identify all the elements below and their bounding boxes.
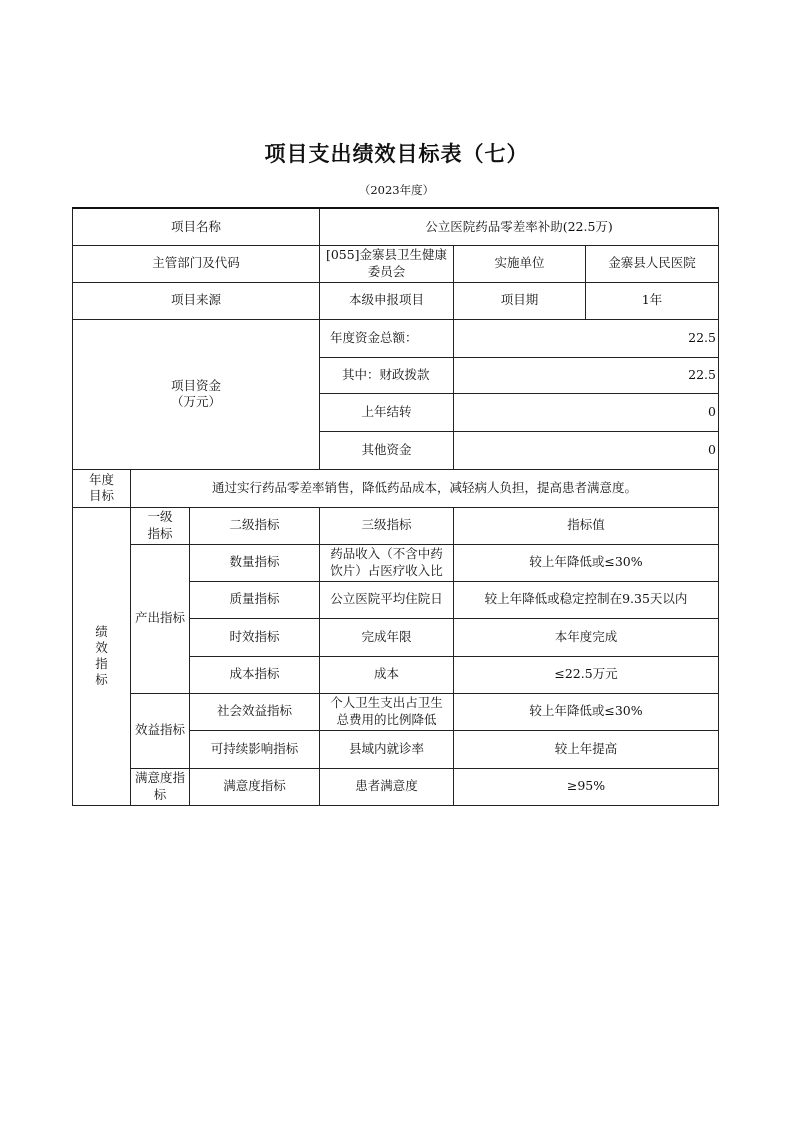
header-level1 <box>131 507 190 544</box>
output-quantity-level3-line2: 饮片）占医疗收入比 <box>330 562 443 578</box>
implementer-label: 实施单位 <box>454 245 586 282</box>
implementer-value: 金寨县人民医院 <box>586 245 719 282</box>
annual-goal-text: 通过实行药品零差率销售，降低药品成本，减轻病人负担，提高患者满意度。 <box>131 469 719 507</box>
row-project-name <box>73 208 719 245</box>
performance-label-char: 指 <box>95 656 108 671</box>
satisfaction-label <box>131 768 190 805</box>
header-level1-line1: 一级 <box>147 509 173 525</box>
output-quality-value: 较上年降低或稳定控制在9.35天以内 <box>454 581 719 618</box>
performance-label-char: 绩 <box>95 623 108 639</box>
satisfaction-label-line1: 满意度指 <box>135 770 186 786</box>
performance-label <box>73 507 131 805</box>
annual-goal-label-line2: 目标 <box>88 488 114 503</box>
performance-target-table <box>72 207 719 806</box>
page-title: 项目支出绩效目标表（七） <box>264 141 529 166</box>
row-benefit-social <box>73 693 719 730</box>
period-label: 项目期 <box>454 282 586 319</box>
satisfaction-level3: 患者满意度 <box>320 768 454 805</box>
annual-goal-label <box>73 469 131 507</box>
source-label: 项目来源 <box>73 282 320 319</box>
benefit-sustainable-level3: 县域内就诊率 <box>320 730 454 768</box>
department-label: 主管部门及代码 <box>73 245 320 282</box>
row-annual-goal <box>73 469 719 507</box>
output-quantity-level3-line1: 药品收入（不含中药 <box>330 546 443 562</box>
benefit-social-value: 较上年降低或≤30% <box>454 693 719 730</box>
funds-other-label: 其他资金 <box>320 431 454 469</box>
output-cost-value: ≤22.5万元 <box>454 656 719 693</box>
output-label: 产出指标 <box>131 544 190 693</box>
funds-total-label: 年度资金总额： <box>320 319 454 357</box>
funds-label-line2: （万元） <box>170 394 221 409</box>
funds-fiscal-value: 22.5 <box>454 357 719 393</box>
output-timeliness-level2: 时效指标 <box>190 618 320 656</box>
project-name-value: 公立医院药品零差率补助(22.5万) <box>320 208 719 245</box>
fiscal-year: （2023年度） <box>358 183 435 197</box>
satisfaction-value: ≥95% <box>454 768 719 805</box>
header-level2: 二级指标 <box>190 507 320 544</box>
output-quality-level3: 公立医院平均住院日 <box>320 581 454 618</box>
benefit-label: 效益指标 <box>131 693 190 768</box>
funds-fiscal-label: 其中：财政拨款 <box>320 357 454 393</box>
header-level3: 三级指标 <box>320 507 454 544</box>
row-output-quantity <box>73 544 719 581</box>
project-name-label: 项目名称 <box>73 208 320 245</box>
output-quantity-level2: 数量指标 <box>190 544 320 581</box>
funds-label-line1: 项目资金 <box>170 377 221 393</box>
row-source <box>73 282 719 319</box>
row-department <box>73 245 719 282</box>
period-value: 1年 <box>586 282 719 319</box>
department-value: [055]金寨县卫生健康委员会 <box>320 245 454 282</box>
header-level1-line2: 指标 <box>147 525 173 541</box>
benefit-social-level2: 社会效益指标 <box>190 693 320 730</box>
output-quality-level2: 质量指标 <box>190 581 320 618</box>
benefit-social-level3-line1: 个人卫生支出占卫生 <box>330 695 443 711</box>
output-quantity-value: 较上年降低或≤30% <box>454 544 719 581</box>
benefit-social-level3 <box>320 693 454 730</box>
funds-label <box>73 319 320 469</box>
row-funds-total <box>73 319 719 357</box>
row-performance-header <box>73 507 719 544</box>
funds-other-value: 0 <box>454 431 719 469</box>
header-value: 指标值 <box>454 507 719 544</box>
annual-goal-label-line1: 年度 <box>88 471 114 487</box>
output-cost-level3: 成本 <box>320 656 454 693</box>
performance-label-char: 效 <box>95 639 108 655</box>
funds-carryover-label: 上年结转 <box>320 393 454 431</box>
benefit-social-level3-line2: 总费用的比例降低 <box>336 711 437 727</box>
output-timeliness-level3: 完成年限 <box>320 618 454 656</box>
funds-total-value: 22.5 <box>454 319 719 357</box>
output-timeliness-value: 本年度完成 <box>454 618 719 656</box>
output-quantity-level3 <box>320 544 454 581</box>
row-satisfaction <box>73 768 719 805</box>
satisfaction-label-line2: 标 <box>153 786 167 802</box>
satisfaction-level2: 满意度指标 <box>190 768 320 805</box>
benefit-sustainable-level2: 可持续影响指标 <box>190 730 320 768</box>
output-cost-level2: 成本指标 <box>190 656 320 693</box>
benefit-sustainable-value: 较上年提高 <box>454 730 719 768</box>
funds-carryover-value: 0 <box>454 393 719 431</box>
performance-label-char: 标 <box>95 672 108 688</box>
source-value: 本级申报项目 <box>320 282 454 319</box>
